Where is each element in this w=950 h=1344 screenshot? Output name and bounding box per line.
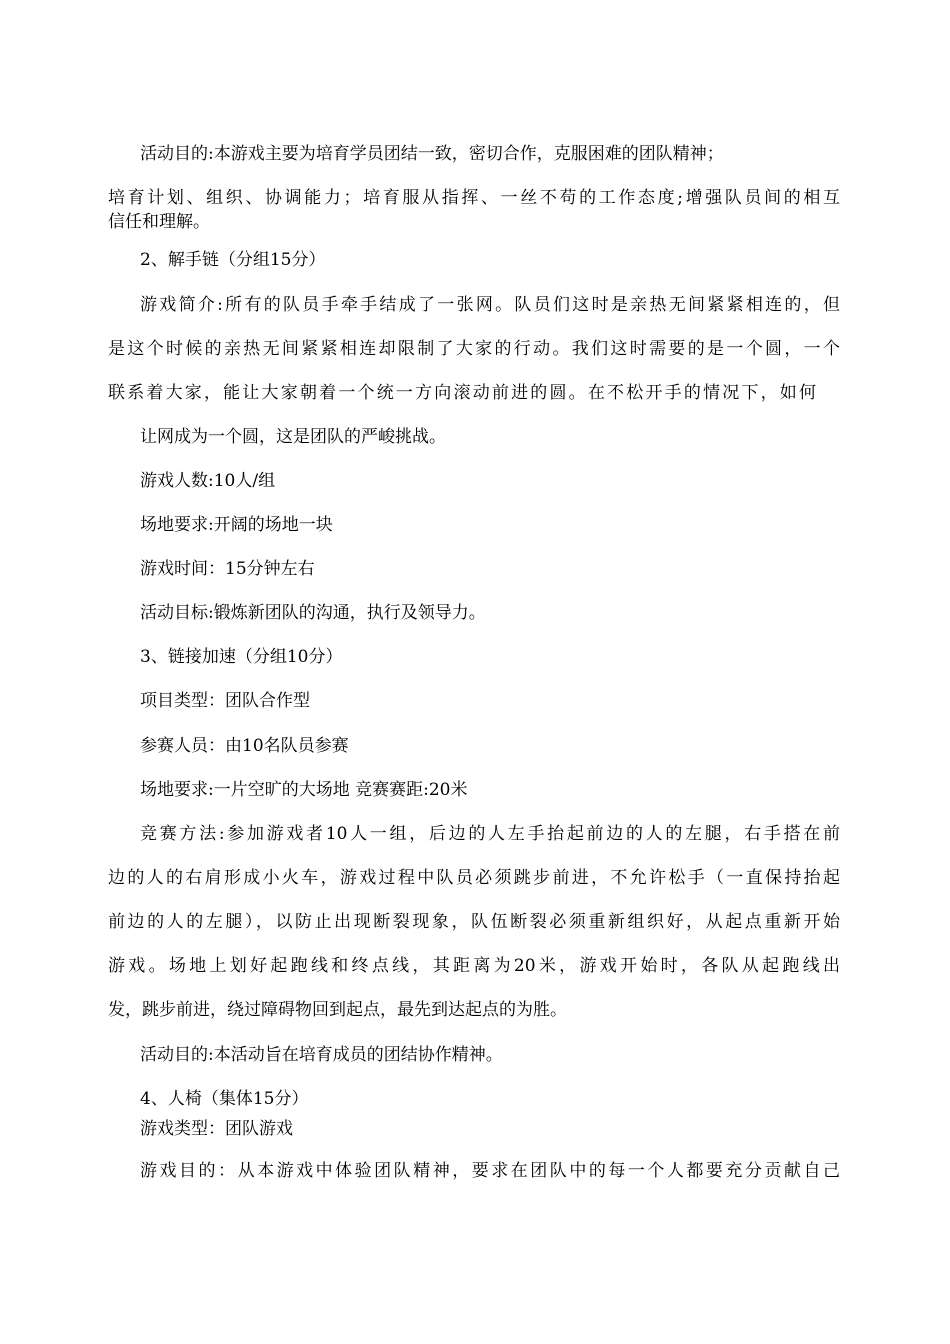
paragraph-line: 边的人的右肩形成小火车，游戏过程中队员必须跳步前进，不允许松手（一直保持抬起 — [108, 868, 840, 888]
paragraph-line: 联系着大家，能让大家朝着一个统一方向滚动前进的圆。在不松开手的情况下，如何 — [108, 383, 816, 403]
paragraph-line: 场地要求:开阔的场地一块 — [140, 515, 333, 535]
paragraph-line: 活动目标:锻炼新团队的沟通，执行及领导力。 — [140, 603, 486, 623]
paragraph-line: 场地要求:一片空旷的大场地 竞赛赛距:20米 — [140, 780, 468, 800]
paragraph-line: 信任和理解。 — [108, 212, 210, 232]
paragraph-line: 游戏时间：15分钟左右 — [140, 559, 315, 579]
paragraph-line: 培育计划、组织、协调能力；培育服从指挥、一丝不苟的工作态度;增强队员间的相互 — [108, 188, 840, 208]
paragraph-line: 让网成为一个圆，这是团队的严峻挑战。 — [140, 427, 446, 447]
paragraph-line: 游戏人数:10人/组 — [140, 471, 276, 491]
paragraph-line: 游戏目的：从本游戏中体验团队精神，要求在团队中的每一个人都要充分贡献自己 — [140, 1161, 840, 1181]
paragraph-line: 是这个时候的亲热无间紧紧相连却限制了大家的行动。我们这时需要的是一个圆，一个 — [108, 339, 840, 359]
paragraph-line: 活动目的:本活动旨在培育成员的团结协作精神。 — [140, 1045, 503, 1065]
section-heading: 4、人椅（集体15分） — [140, 1089, 309, 1109]
paragraph-line: 前边的人的左腿），以防止出现断裂现象，队伍断裂必须重新组织好，从起点重新开始 — [108, 912, 840, 932]
paragraph-line: 竞赛方法:参加游戏者10人一组，后边的人左手抬起前边的人的左腿，右手搭在前 — [140, 824, 840, 844]
paragraph-line: 游戏类型：团队游戏 — [140, 1119, 293, 1139]
section-heading: 3、链接加速（分组10分） — [140, 647, 343, 667]
paragraph-line: 参赛人员：由10名队员参赛 — [140, 736, 349, 756]
paragraph-line: 发，跳步前进，绕过障碍物回到起点，最先到达起点的为胜。 — [108, 1000, 567, 1020]
paragraph-line: 游戏简介:所有的队员手牵手结成了一张网。队员们这时是亲热无间紧紧相连的，但 — [140, 295, 840, 315]
paragraph-line: 活动目的:本游戏主要为培育学员团结一致，密切合作，克服困难的团队精神； — [140, 144, 724, 164]
paragraph-line: 项目类型：团队合作型 — [140, 691, 310, 711]
section-heading: 2、解手链（分组15分） — [140, 250, 326, 270]
paragraph-line: 游戏。场地上划好起跑线和终点线，其距离为20米，游戏开始时，各队从起跑线出 — [108, 956, 840, 976]
